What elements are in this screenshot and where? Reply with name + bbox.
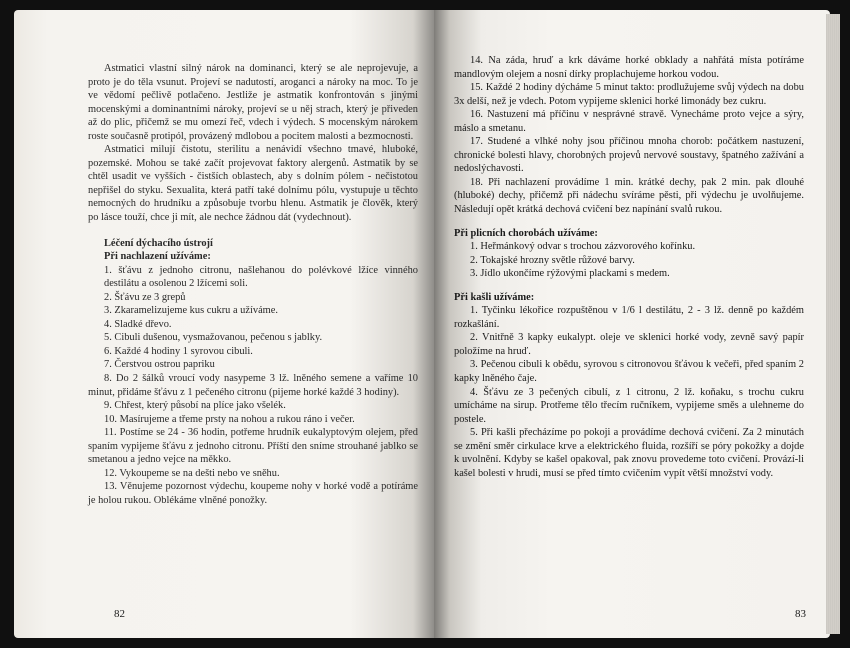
list-item: 14. Na záda, hruď a krk dáváme horké obklady a nahřátá místa potíráme mandlovým olejem a nosní dírky proplachujeme horkou vodou. [454,55,804,80]
list-item: 8. Do 2 šálků vroucí vody nasypeme 3 lž. lněného semene a vaříme 10 minut, přidáme šťávu z 1 pečeného citronu (pijeme horké každé 3 hodiny). [88,373,418,398]
paragraph: Astmatici milují čistotu, sterilitu a nenávidí všechno tmavé, hluboké, pozemské. Mohou se také začít projevovat faktory alergenů. Astmatik by se chtěl usadit ve vyšších - čistších oblastech, aby s dolním pólem - nečistotou nepřišel do styku. Sexualita, která patří také dolnímu pólu, vystupuje u těchto nemocných do hrudníku a způsobuje tvorbu hlenu. Astmatik je člověk, který po lásce touží, chce ji mít, ale nechce žádnou dát (vydechnout). [88,144,418,224]
list-item: 5. Při kašli přecházíme po pokoji a provádíme dechová cvičení. Za 2 minutách se změní směr cirkulace krve a elektrického fluida, rozšíří se póry pokožky a dojde k uvolnění. Kdyby se kašel opakoval, pak znovu provedeme toto cvičení. Provází-li kašel bolesti v hrudi, musí se před tímto cvičením vypít větší množství vody. [454,427,804,479]
list-item: 4. Šťávu ze 3 pečených cibulí, z 1 citronu, 2 lž. koňaku, s trochu cukru umícháme na sirup. Protřeme tělo třecím ručníkem, vypijeme směs a ulehneme do postele. [454,386,804,425]
list-item: 11. Postíme se 24 - 36 hodin, potřeme hrudník eukalyptovým olejem, před spaním vypijeme šťávu z jednoho citronu. Příští den sníme strouhané jablko se smetanou a jedno vejce na měkko. [88,427,418,466]
list-item: 3. Pečenou cibuli k obědu, syrovou s citronovou šťávou k večeři, před spaním 2 kapky lněného čaje. [454,359,804,385]
list-item: 1. Heřmánkový odvar s trochou zázvorového kořínku. [470,241,696,253]
list-item: 2. Šťávu ze 3 grepů [104,291,186,303]
list-item: 12. Vykoupeme se na dešti nebo ve sněhu. [104,467,280,479]
left-page-text [88,62,418,508]
right-page [434,10,830,638]
page-edges [826,14,840,634]
list-item: 1. Tyčinku lékořice rozpuštěnou v 1/6 l destilátu, 2 - 3 lž. denně po každém rozkašlání. [454,305,804,330]
list-item: 3. Zkaramelizujeme kus cukru a užíváme. [104,305,278,317]
list-item: 13. Věnujeme pozornost výdechu, koupeme nohy v horké vodě a potíráme je holou rukou. Oblékáme vlněné ponožky. [88,481,418,506]
spacer [454,281,804,291]
list-item: 3. Jídlo ukončíme rýžovými plackami s medem. [470,268,670,280]
list-item: 15. Každé 2 hodiny dýcháme 5 minut takto: prodlužujeme svůj výdech na dobu 3x delší, než je vdech. Potom vypijeme sklenici horké limonády bez cukru. [454,82,804,107]
left-page [14,10,434,638]
paragraph: Astmatici vlastní silný nárok na dominanci, který se ale neprojevuje, a proto je do těla vsunut. Projeví se nadutostí, aroganci a nároky na moc. To je ve vědomí pečlivě potlačeno. Jestliže je astmatik konfrontován s jinými mocenskými a dominantními nároky, projeví se u něj strach, který je přiveden až do plic, přičemž se mu omezí řeč, vdech i výdech. S mocenským nárokem roste současně protipól, provázený mdlobou a pocitem malosti a bezmocnosti. [88,63,418,142]
page-number: 82 [114,608,125,620]
list-item: 9. Chřest, který působí na plíce jako všelék. [104,400,286,412]
list-item: 18. Při nachlazení provádíme 1 min. krátké dechy, pak 2 min. pak dlouhé (hluboké) dechy, přičemž při nádechu svíráme pěsti, při výdechu je uvolňujeme. Následují opět krátká dechová cvičení bez napínání svalů rukou. [454,176,804,216]
list-item: 10. Masírujeme a třeme prsty na nohou a rukou ráno i večer. [104,413,355,425]
section-heading: Léčení dýchacího ústrojí [104,237,213,249]
subsection-heading: Při plicních chorobách užíváme: [454,227,598,239]
list-item: 7. Čerstvou ostrou papriku [104,359,215,371]
list-item: 2. Vnitřně 3 kapky eukalypt. oleje ve sklenici horké vody, zevně savý papír položíme na hruď. [454,332,804,357]
page-number: 83 [795,608,806,620]
right-page-text [454,54,804,480]
list-item: 2. Tokajské hrozny světle růžové barvy. [470,254,635,266]
list-item: 4. Sladké dřevo. [104,318,172,330]
subsection-heading: Při nachlazení užíváme: [104,251,211,263]
list-item: 17. Studené a vlhké nohy jsou příčinou mnoha chorob: počátkem nastuzení, chronické bolesti hlavy, chorobných projevů nervové soustavy, špatného zažívání a nedoslýchavosti. [454,136,804,175]
spacer [454,217,804,227]
list-item: 5. Cibuli dušenou, vysmažovanou, pečenou s jablky. [104,332,323,344]
list-item: 16. Nastuzení má příčinu v nesprávné stravě. Vynecháme proto vejce a sýry, máslo a smetanu. [454,109,804,134]
list-item: 1. šťávu z jednoho citronu, našlehanou do polévkové lžíce vinného destilátu a osolenou 2 lžícemi soli. [104,264,418,290]
list-item: 6. Každé 4 hodiny 1 syrovou cibuli. [104,345,253,357]
subsection-heading: Při kašli užíváme: [454,291,535,303]
